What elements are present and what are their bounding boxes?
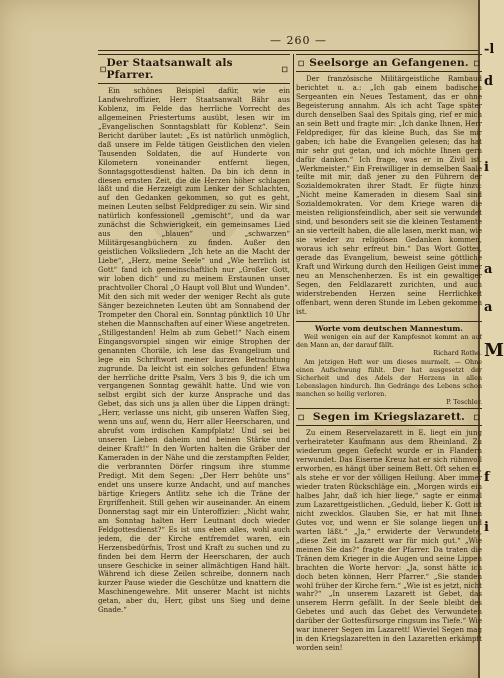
heading-ornament-icon: ☐: [281, 64, 288, 74]
edge-text: d: [484, 74, 494, 89]
article-title: Seelsorge an Gefangenen.: [309, 57, 469, 69]
edge-text: a: [484, 300, 493, 315]
quote-author: P. Teschler.: [446, 398, 482, 407]
edge-text: a: [484, 262, 493, 277]
right-column: [296, 54, 482, 652]
quote-box-title: Worte vom deutschen Mannestum.: [315, 323, 463, 333]
heading-ornament-icon: ☐: [473, 412, 480, 422]
edge-text: f: [484, 470, 490, 485]
article-body: Der französische Militärgeistliche Rambaud berichtet u. a.: „Ich gab einem badischen Sergeanten ein Neues Testament, das er ohne Begeisterung annahm. Als ich acht Tage später durch denselben Saal des Spitals ging, rief er mich an sein Bett und fragte mir: „Ich danke Ihnen, Herr Feldprediger, für das kleine Buch, das Sie mir gaben; ich habe die Evangelien gelesen; das hat mir sehr gut getan, und ich möchte Ihnen gern dafür danken.“ Ich frage, was er in Zivil ist. „Werkmeister.“ Ein Freiwilliger in demselben Saale teilte mit mir, daß jener zu den Führern der Sozialdemokraten ihrer Stadt. Er fügte hinzu: „Nicht meine Kameraden in diesem Saal sind Sozialdemokraten. Vor dem Kriege waren die meisten religionsfeindlich, aber seit sie verwundet sind, und besonders seit sie die kleinen Testamente an sie verteilt haben, die alle lasen, merkt man, wie sie wieder zu religiösen Gedanken kommen, woraus ich sehr erfreut bin.“ Das Wort Gottes, gerade das Evangelium, beweist seine göttliche Kraft und Wirkung durch den Heiligen Geist immer neu an Menschenherzen. Es ist ein gewaltiger Segen, den Feldlazarett zurichten, und auch widerstrebenden Herzen seine Herrlichkeit offenbart, wenn deren Stunde im Leben gekommen ist.: [296, 74, 482, 316]
quote-author: Richard Rothe.: [433, 349, 482, 358]
edge-text: M: [484, 340, 504, 361]
quote-box: [296, 321, 482, 407]
heading-ornament-icon: ☐: [100, 64, 107, 74]
top-rule: [98, 50, 478, 51]
article-body: Ein schönes Beispiel dafür, wie ein Landwehroffizier, Herr Staatsanwalt Bähr aus Koblenz, im Felde das herrliche Vorrecht des allgemeinen Priestertums ausübt, lesen wir im „Evangelischen Sonntagsblatt für Koblenz“. Sein Bericht darüber lautet: „Es ist natürlich unmöglich, daß unsere im Felde tätigen Geistlichen den vielen Tausenden Soldaten, die auf Hunderte von Kilometern voneinander entfernt liegen, Sonntagsgottesdienst halten. Da bin ich denn in diesen ernsten Zeit, die die Herzen höher schlagen läßt und die Herzzeigt zum Lenker der Schlachten, auf den Gedanken gekommen, so gut es geht, meinen Leuten selbst Feldprediger zu sein. Wir sind natürlich konfessionell „gemischt“, und da war zunächst die Schwierigkeit, ein gemeinsames Lied aus den „blauen“ und „schwarzen“ Militärgesangbüchern zu finden. Außer den geistlichen Volksliedern „Ich hete an die Macht der Liebe“, „Herz, meine Seele“ und „Wie herrlich ist Gott“ fand ich gemeinschaftlich nur „Großer Gott, wir loben dich“ und zu meinem Erstaunen unser prachtvoller Choral „O Haupt voll Blut und Wunden“. Mit den sich mit weder der weniger Recht als gute Sänger bezeichneten Leuten übt am Sonnabend der Trompeter den Choral ein. Sonntag pünktlich 10 Uhr stehen die Mannschaften auf einer Wiese angetreten. „Stillgestanden! Helm ab zum Gebet!“ Nach einem Eingangsvorspiel singen wir einige Strophen der genannten Choräle, ich lese das Evangelium und lege ein Schriftwort meiner kurzen Betrachtung zugrunde. Da leicht ist ein solches gefunden! Etwa der herrliche dritte Psalm, Vers 3 bis 9, die ich um vergangenen Sonntag gewählt hatte. Und wie von selbst ergibt sich der kurze Ansprache und das Gebet, das sich uns ja allen über die Lippen drängt: „Herr, verlasse uns nicht, gib unseren Waffen Sieg, wenn uns auf, wenn du, Herr aller Heerscharen, und abrufst vom irdischen Kampfplatz! Und sei bei unseren Lieben daheim und beinen Stärke und deiner Kraft!“ In den Worten halten die Gräber der Kameraden in der Nähe und die zerstampften Felder, die verbrannten Dörfer ringsum ihre stumme Predigt. Mit dem Segen: „Der Herr behüte uns“ endet uns unsere kurze Andacht, und auf manches bärtige Kriegers Antlitz sehe ich die Träne der Ergriffenheit. Still gehen wir auseinander. An einem Donnerstag sagt mir ein Unteroffizier: „Nicht wahr, am Sonntag halten Herr Leutnant doch wieder Feldgottesdienst?“ Es ist uns eben alles, wohl auch jedem, die der Kirche entfremdet waren, ein Herzensbedürfnis, Trost und Kraft zu suchen und zu finden bei dem Herrn der Heerscharen, der auch unsere Geschicke in seiner allmächtigen Hand hält. Während ich diese Zeilen schreibe, donnern nach kurzer Pause wieder die Geschütze und knattern die Maschinengewehre. Mit unserer Macht ist nichts getan, aber du, Herr, gibst uns Sieg und deine Gnade.“: [98, 86, 290, 615]
quote-text: Am jetzigen Heft wer um dieses murmelt. — Ohne einen Aufschwung fühlt. Der hat ausgesetzt der Sicherheit und des Adels der Herzens in allen Lebenslagen hindurch. Ihn Gedränge des Lebens schon manchen so heilig verloren.: [296, 358, 482, 398]
edge-text: i: [484, 160, 489, 175]
article-title: Segen im Kriegslazarett.: [312, 411, 466, 424]
page-number: — 260 —: [270, 34, 327, 47]
left-column: [98, 54, 290, 652]
article-heading: [296, 408, 482, 426]
heading-ornament-icon: ☐: [473, 58, 480, 68]
edge-text: -l: [484, 42, 495, 57]
article-heading: [98, 54, 290, 84]
quote-text: Weil wenigen ein auf der Kampfesnot kommt an auf den Mann an, der darauf fällt.: [296, 332, 482, 349]
column-divider: [293, 54, 294, 644]
heading-ornament-icon: ☐: [298, 412, 305, 422]
edge-text: i: [484, 520, 489, 535]
heading-ornament-icon: ☐: [298, 58, 305, 68]
article-heading: [296, 54, 482, 72]
article-body: Zu einem Reservelazarett in E. liegt ein jung verheirateter Kaufmann aus dem Rheinland. Zu wiederum gegen Gefecht wurde er in Flandern verwundet. Das Eiserne Kreuz hat er sich rühmvoll erworben, es hängt über seinem Bett. Oft sehen es, als stehe er vor der völligen Heilung. Aber immer wieder traten Rückschläge ein. „Morgen wirds ein halbes Jahr, daß ich hier liege,“ sagte er einmal zum Lazarettgeistlichen. „Geduld, lieber K. Gott ist nicht zwecklos. Glauben Sie, er hat mit Ihnen Gutes vor, und wenn er Sie solange liegen und warten läßt.“ „Ja,“ erwiderte der Verwundete, „diese Zeit im Lazarett war für mich gut.“ „Wie meinen Sie das?“ fragte der Pfarrer. Da traten die Tränen dem Krieger in die Augen und seine Lippen brachten die Worte hervor: „Ja, sonst hätte ich doch beten können, Herr Pfarrer.“ „Sie standen wohl früher der Kirche fern.“ „Wie ist es jetzt, nicht wahr?“ „In unserem Lazarett ist Gebet, das unserem Herrn gefällt. In der Seele bleibt des Gebetes und auch das Gebet des Verwundeten darüber der Gottesfürsorge ringsum ins Tiefe.“ Wie war innerer Segen im Lazarett! Wieviel Segen mag in den Kriegslazaretten in den Lazaretten erkämpft worden sein!: [296, 428, 482, 652]
article-title: Der Staatsanwalt als Pfarrer.: [106, 57, 233, 81]
